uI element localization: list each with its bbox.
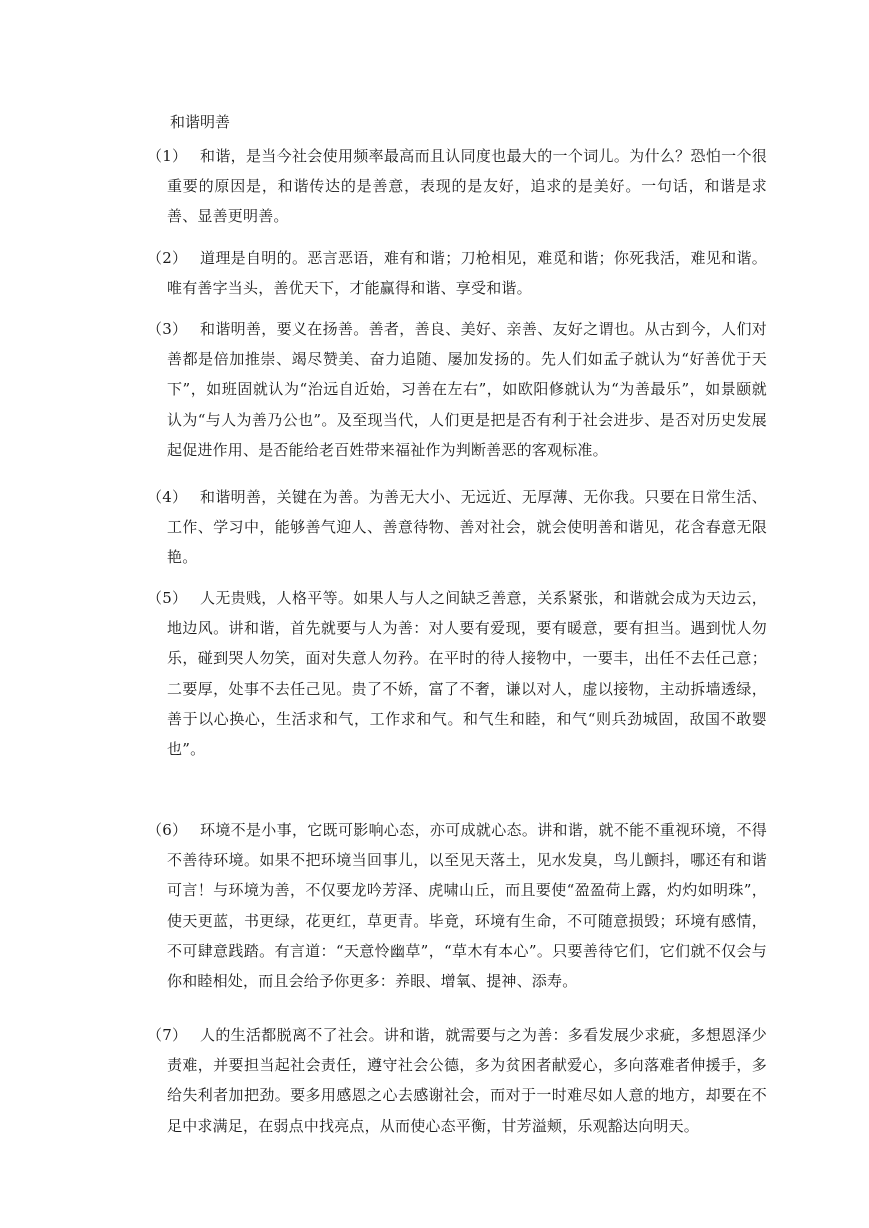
- paragraph-2: [147, 243, 767, 303]
- paragraph-text: 和谐明善，要义在扬善。善者，善良、美好、亲善、友好之谓也。从古到今，人们对善都是倍加推崇、竭尽赞美、奋力追随、屡加发扬的。先人们如孟子就认为“好善优于天下”，如班固就认为“治远自近始，习善在左右”，如欧阳修就认为“为善最乐”，如景颐就认为“与人为善乃公也”。及至现当代，人们更是把是否有利于社会进步、是否对历史发展起促进作用、是否能给老百姓带来福祉作为判断善恶的客观标准。: [167, 320, 767, 459]
- paragraph-1: [147, 141, 767, 232]
- paragraph-number: （5）: [147, 589, 188, 607]
- paragraph-text: 和谐明善，关键在为善。为善无大小、无远近、无厚薄、无你我。只要在日常生活、工作、学习中，能够善气迎人、善意待物、善对社会，就会使明善和谐见，花含春意无限艳。: [167, 488, 767, 567]
- paragraph-text: 环境不是小事，它既可影响心态，亦可成就心态。讲和谐，就不能不重视环境，不得不善待环境。如果不把环境当回事儿，以至见天落土，见水发臭，鸟儿颤抖，哪还有和谐可言！与环境为善，不仅要龙吟芳泽、虎啸山丘，而且要使“盈盈荷上露，灼灼如明珠”，使天更蓝，书更绿，花更红，草更青。毕竟，环境有生命，不可随意损毁；环境有感情，不可肆意践踏。有言道：“天意怜幽草”，“草木有本心”。只要善待它们，它们就不仅会与你和睦相处，而且会给予你更多：养眼、增氧、提神、添寿。: [167, 821, 767, 991]
- paragraph-text: 道理是自明的。恶言恶语，难有和谐；刀枪相见，难觅和谐；你死我活，难见和谐。唯有善字当头，善优天下，才能赢得和谐、享受和谐。: [167, 249, 767, 298]
- paragraph-text: 人无贵贱，人格平等。如果人与人之间缺乏善意，关系紧张，和谐就会成为天边云，地边风。讲和谐，首先就要与人为善：对人要有爱现，要有暖意，要有担当。遇到忧人勿乐，碰到哭人勿笑，面对失意人勿矜。在平时的待人接物中，一要丰，出任不去任己意；二要厚，处事不去任己见。贵了不娇，富了不奢，谦以对人，虚以接物，主动拆墙透绿，善于以心换心，生活求和气，工作求和气。和气生和睦，和气“则兵劲城固，敌国不敢婴也”。: [167, 589, 767, 759]
- paragraph-number: （7）: [147, 1026, 188, 1044]
- paragraph-number: （6）: [147, 821, 188, 839]
- paragraph-6: [147, 815, 767, 996]
- paragraph-text: 和谐，是当今社会使用频率最高而且认同度也最大的一个词儿。为什么？恐怕一个很重要的原因是，和谐传达的是善意，表现的是友好，追求的是美好。一句话，和谐是求善、显善更明善。: [167, 147, 767, 226]
- paragraph-3: [147, 314, 767, 465]
- paragraph-4: [147, 482, 767, 573]
- paragraph-number: （2）: [147, 249, 188, 267]
- paragraph-text: 人的生活都脱离不了社会。讲和谐，就需要与之为善：多看发展少求疵，多想恩泽少责难，并要担当起社会责任，遵守社会公德，多为贫困者献爱心，多向落难者伸援手，多给失利者加把劲。要多用感恩之心去感谢社会，而对于一时难尽如人意的地方，却要在不足中求满足，在弱点中找亮点，从而使心态平衡，甘芳溢颊，乐观豁达向明天。: [167, 1026, 767, 1135]
- paragraph-number: （4）: [147, 488, 188, 506]
- document-title: 和谐明善: [170, 113, 231, 131]
- paragraph-number: （1）: [147, 147, 188, 165]
- paragraph-7: [147, 1020, 767, 1141]
- paragraph-5: [147, 583, 767, 764]
- paragraph-number: （3）: [147, 320, 188, 338]
